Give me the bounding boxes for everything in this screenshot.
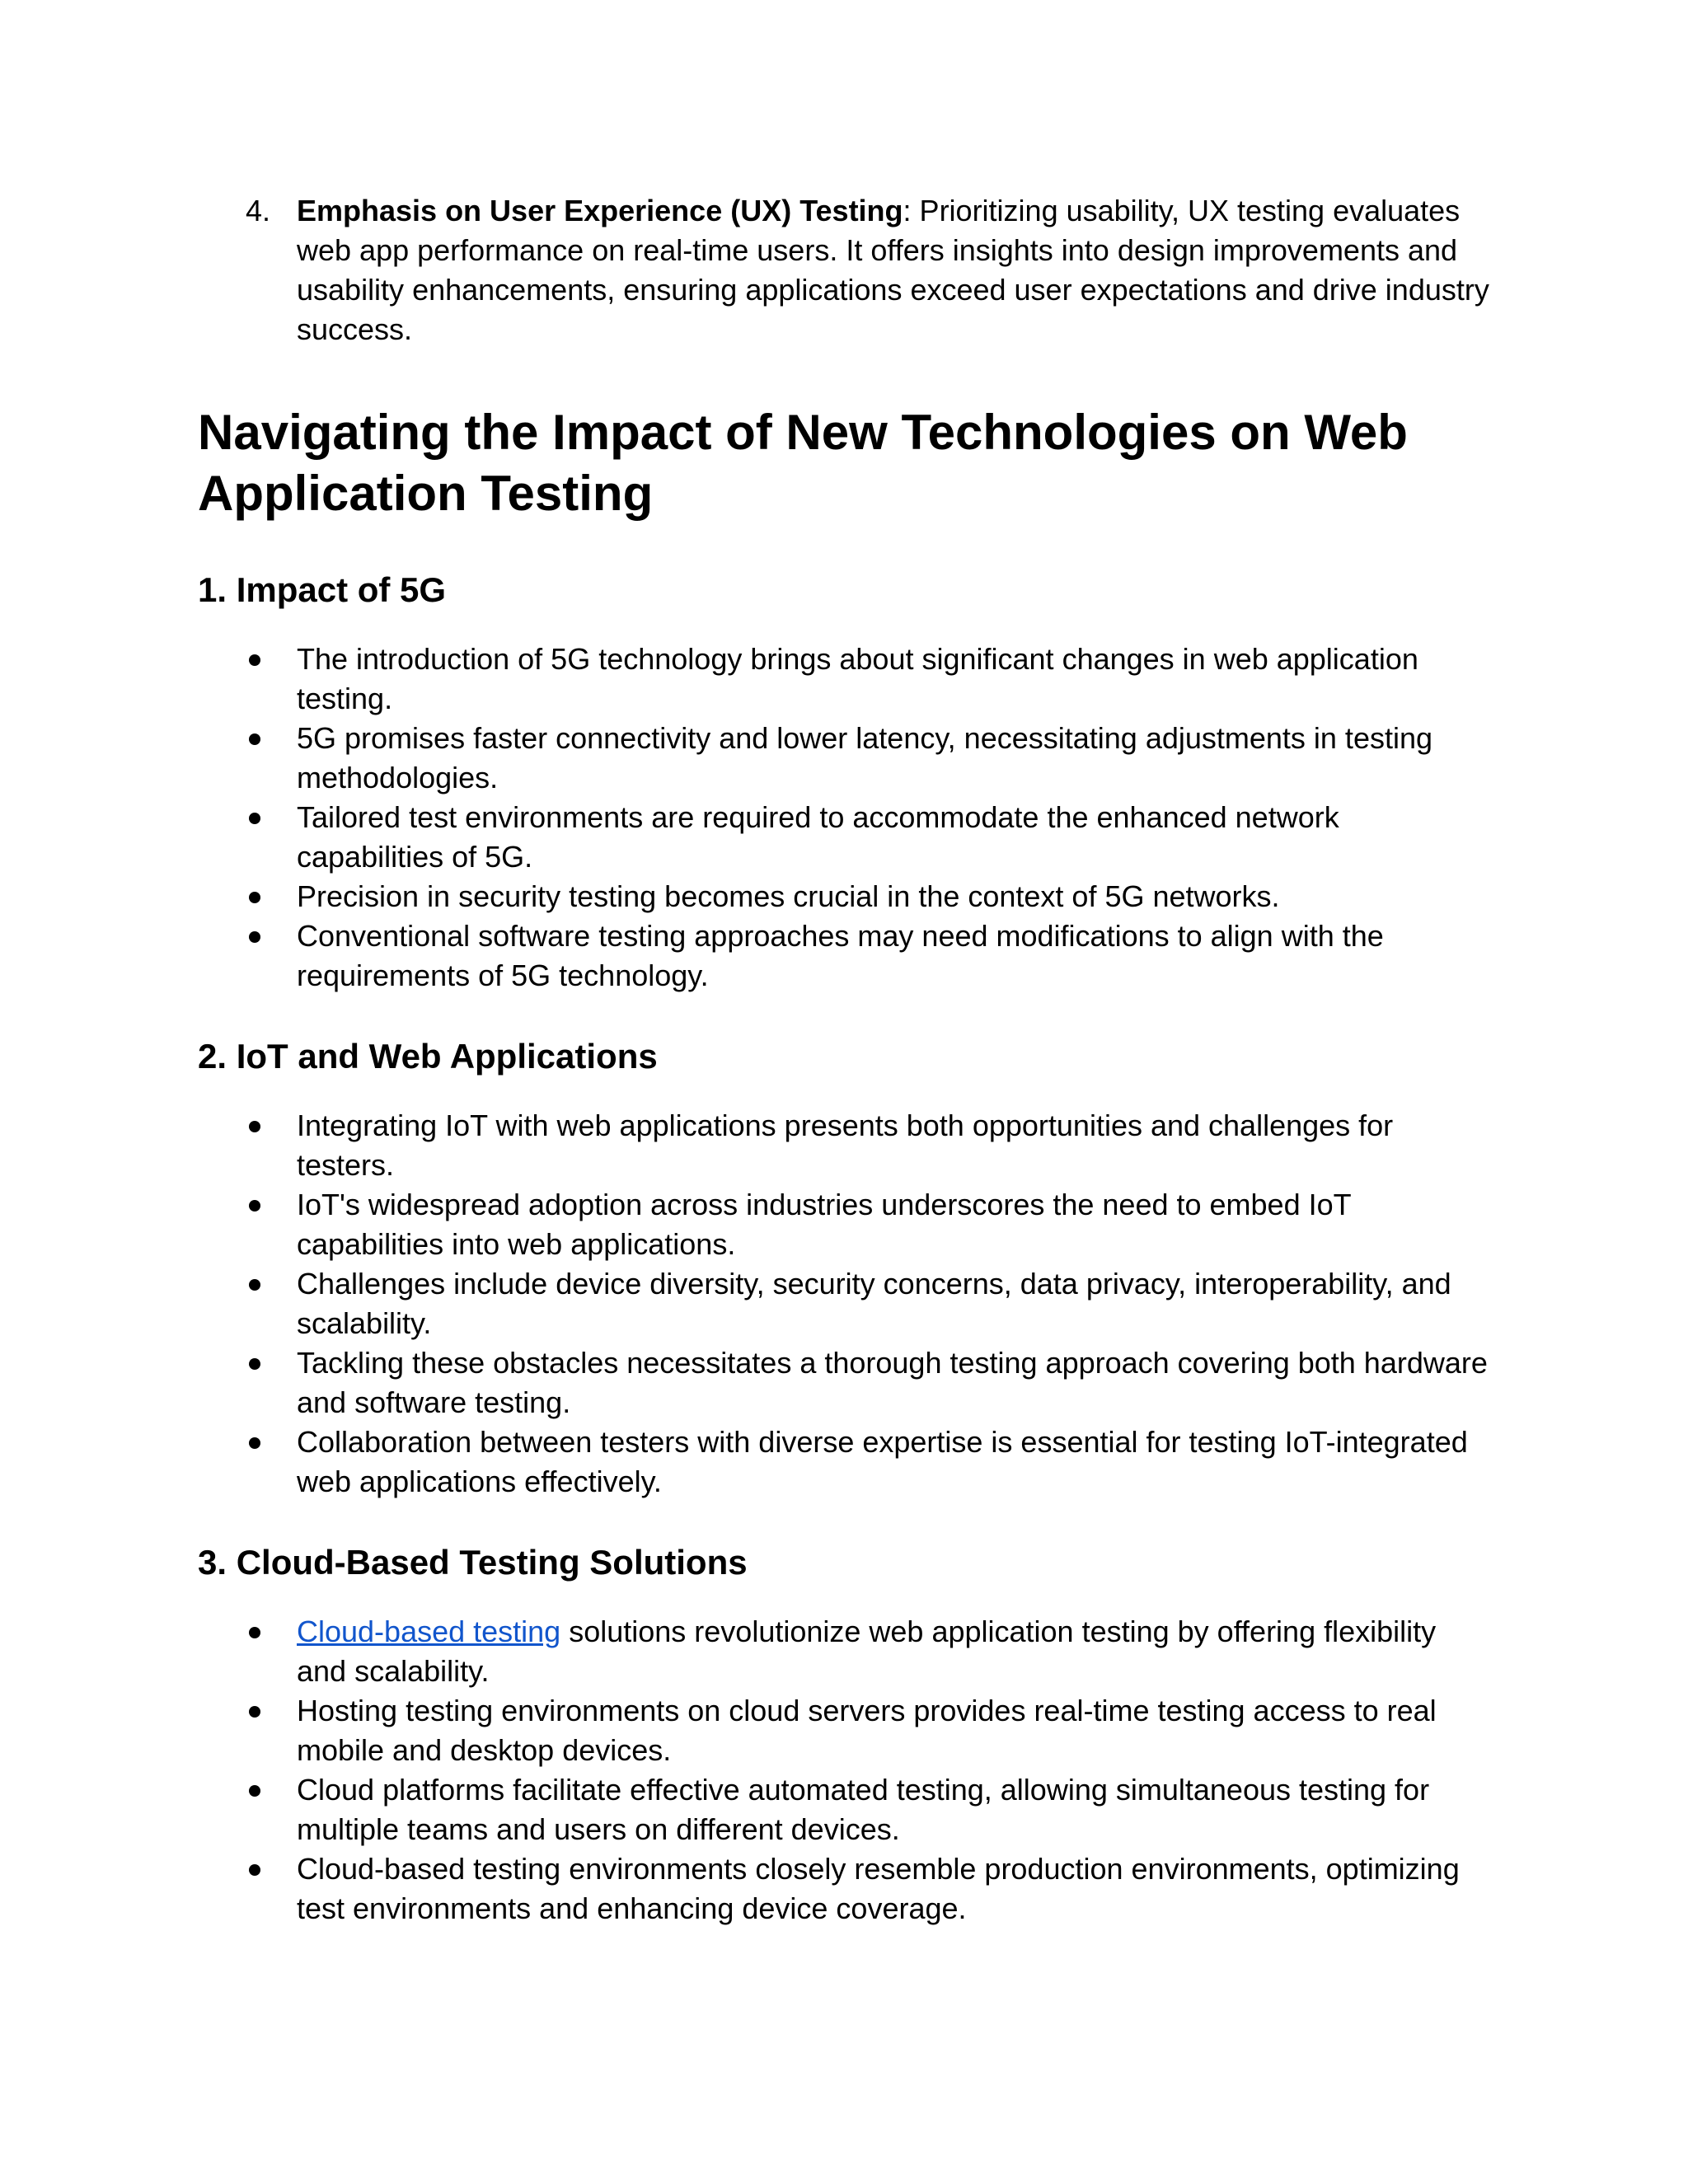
list-item-text: Cloud platforms facilitate effective automated testing, allowing simultaneous testing for multiple teams and users on different devices. [297,1773,1430,1846]
list-item [198,1185,1490,1264]
section-heading-cloud: 3. Cloud-Based Testing Solutions [198,1543,748,1582]
bullet-icon [249,1279,260,1291]
list-item-text: Tackling these obstacles necessitates a thorough testing approach covering both hardware and software testing. [297,1346,1488,1419]
list-item [198,640,1490,719]
bullet-icon [249,1627,260,1638]
item-bold-title: Emphasis on User Experience (UX) Testing [297,194,903,227]
list-number: 4. [246,194,271,227]
list-item [198,1422,1490,1502]
bullet-icon [249,931,260,943]
document-page [198,191,1490,1929]
list-item [198,1691,1490,1770]
list-item [198,1612,1490,1691]
list-item-text: Integrating IoT with web applications presents both opportunities and challenges for testers. [297,1108,1394,1182]
list-item-text: Hosting testing environments on cloud servers provides real-time testing access to real mobile and desktop devices. [297,1694,1437,1767]
list-item [198,719,1490,798]
list-item-text: Cloud-based testing environments closely resemble production environments, optimizing test environments and enhancing device coverage. [297,1852,1460,1925]
bullet-icon [249,1358,260,1370]
list-item-text: IoT's widespread adoption across industries underscores the need to embed IoT capabilities into web applications. [297,1188,1351,1261]
section-heading-iot: 2. IoT and Web Applications [198,1037,658,1076]
bullet-list-iot [198,1106,1490,1502]
list-item-text: Challenges include device diversity, security concerns, data privacy, interoperability, and scalability. [297,1267,1451,1340]
list-item [198,798,1490,877]
list-item-text: Collaboration between testers with diverse expertise is essential for testing IoT-integrated web applications effectively. [297,1425,1468,1498]
cloud-based-testing-link[interactable]: Cloud-based testing [297,1615,561,1648]
bullet-icon [249,1864,260,1876]
list-item-text: The introduction of 5G technology brings about significant changes in web application testing. [297,642,1418,715]
list-item-text: Conventional software testing approaches may need modifications to align with the requirements of 5G technology. [297,919,1384,992]
main-heading: Navigating the Impact of New Technologies on Web Application Testing [198,405,1408,521]
list-item-text: 5G promises faster connectivity and lower latency, necessitating adjustments in testing methodologies. [297,721,1433,794]
bullet-icon [249,1785,260,1797]
bullet-icon [249,813,260,824]
bullet-icon [249,1200,260,1212]
list-item [198,1770,1490,1849]
list-item-text: Precision in security testing becomes crucial in the context of 5G networks. [297,879,1280,913]
list-item [198,877,1490,916]
bullet-list-5g [198,640,1490,996]
bullet-list-cloud [198,1612,1490,1929]
section-heading-5g: 1. Impact of 5G [198,570,447,609]
list-item [198,1106,1490,1185]
list-item [198,1849,1490,1929]
bullet-icon [249,654,260,666]
bullet-icon [249,892,260,903]
item-text: : Prioritizing usability, UX testing evaluates web app performance on real-time users. It offers insights into design improvements and usability enhancements, ensuring applications exceed user expectations and drive industry success. [297,194,1489,346]
numbered-list-item [198,191,1490,349]
list-item-text: solutions revolutionize web application testing by offering flexibility and scalability. [297,1615,1437,1688]
bullet-icon [249,1706,260,1718]
list-item [198,916,1490,996]
bullet-icon [249,1121,260,1132]
bullet-icon [249,1437,260,1449]
list-item [198,1264,1490,1343]
list-item-text: Tailored test environments are required to accommodate the enhanced network capabilities of 5G. [297,800,1339,874]
list-item [198,1343,1490,1422]
bullet-icon [249,733,260,745]
